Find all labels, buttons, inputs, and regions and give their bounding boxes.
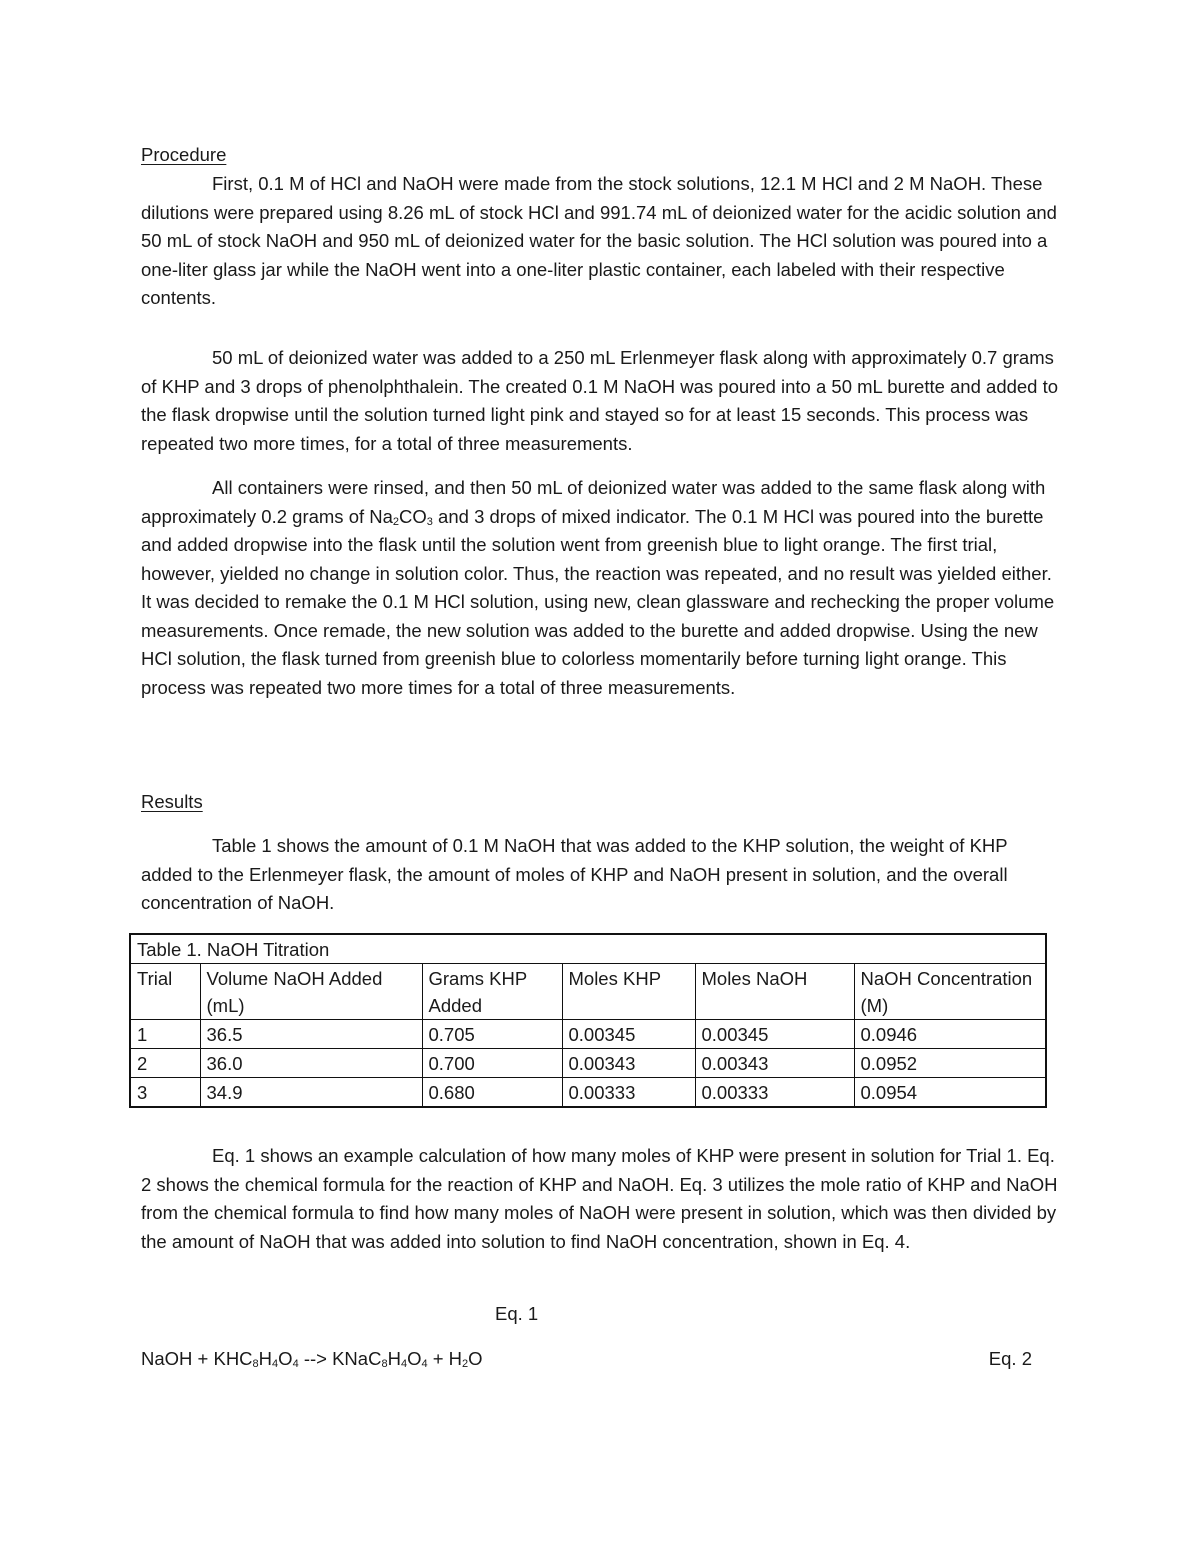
subscript: 4	[421, 1358, 428, 1370]
table-header-cell: Moles KHP	[562, 964, 695, 1020]
table-cell: 0.0952	[854, 1049, 1046, 1078]
table-cell: 0.00345	[562, 1020, 695, 1049]
table-cell: 3	[130, 1078, 200, 1108]
table-row	[130, 1049, 1046, 1078]
table-header-cell: Grams KHP Added	[422, 964, 562, 1020]
subscript: 4	[400, 1358, 408, 1370]
table-cell: 0.00333	[562, 1078, 695, 1108]
table-cell: 34.9	[200, 1078, 422, 1108]
eq1-label: Eq. 1	[495, 1303, 539, 1324]
subscript: 8	[252, 1358, 259, 1370]
formula-text: NaOH + KHC	[141, 1348, 253, 1369]
formula-text: O	[468, 1348, 483, 1369]
table-cell: 36.0	[200, 1049, 422, 1078]
results-heading: Results	[141, 791, 203, 812]
table-cell: 2	[130, 1049, 200, 1078]
subscript: 2	[392, 515, 400, 528]
eq2-label: Eq. 2	[988, 1348, 1032, 1369]
procedure-paragraph-3-end: and 3 drops of mixed indicator. The 0.1 M HCl was poured into the burette and added dropwise into the flask until the solution went from greenish blue to light orange. The first trial, however, yielded no change in solution color. Thus, the reaction was repeated, and no result was yielded either. It was decided to remake the 0.1 M HCl solution, using new, clean glassware and rechecking the proper volume measurements. Once remade, the new solution was added to the burette and added dropwise. Using the new HCl solution, the flask turned from greenish blue to colorless momentarily before turning light orange. This process was repeated two more times for a total of three measurements.	[141, 505, 1055, 698]
formula-text: --> KNaC	[298, 1348, 382, 1369]
procedure-paragraph-3-start: All containers were rinsed, and then 50 mL of deionized water was added to the same flask along with approximately 0.2 grams of Na	[141, 477, 1046, 527]
table-cell: 0.00343	[695, 1049, 854, 1078]
table-row	[130, 1078, 1046, 1108]
results-paragraph-2: Eq. 1 shows an example calculation of how many moles of KHP were present in solution for Trial 1. Eq. 2 shows the chemical formula for the reaction of KHP and NaOH. Eq. 3 utilizes the mole ratio of KHP and NaOH from the chemical formula to find how many moles of NaOH were present in solution, which was then divided by the amount of NaOH that was added into solution to find NaOH concentration, shown in Eq. 4.	[141, 1145, 1058, 1252]
formula-text: H	[258, 1348, 273, 1369]
formula-text: CO	[399, 505, 427, 527]
subscript: 3	[426, 515, 433, 528]
procedure-paragraph-1: First, 0.1 M of HCl and NaOH were made from the stock solutions, 12.1 M HCl and 2 M NaOH. These dilutions were prepared using 8.26 mL of stock HCl and 991.74 mL of deionized water for the acidic solution and 50 mL of stock NaOH and 950 mL of deionized water for the basic solution. The HCl solution was poured into a one-liter glass jar while the NaOH went into a one-liter plastic container, each labeled with their respective contents.	[141, 173, 1057, 308]
table-cell: 0.00343	[562, 1049, 695, 1078]
table-header-row	[130, 964, 1046, 1020]
table-cell: 0.00333	[695, 1078, 854, 1108]
table-caption-row	[130, 934, 1046, 964]
table-header-cell: NaOH Concentration (M)	[854, 964, 1046, 1020]
formula-text: O	[278, 1348, 293, 1369]
procedure-paragraph-2: 50 mL of deionized water was added to a 250 mL Erlenmeyer flask along with approximately 0.7 grams of KHP and 3 drops of phenolphthalein. The created 0.1 M NaOH was poured into a 50 mL burette and added to the flask dropwise until the solution turned light pink and stayed so for at least 15 seconds. This process was repeated two more times, for a total of three measurements.	[141, 347, 1059, 454]
table-cell: 0.0946	[854, 1020, 1046, 1049]
table-header-cell: Moles NaOH	[695, 964, 854, 1020]
table-cell: 0.00345	[695, 1020, 854, 1049]
formula-text: + H	[427, 1348, 463, 1369]
table-cell: 0.680	[422, 1078, 562, 1108]
table-header-cell: Trial	[130, 964, 200, 1020]
table-row	[130, 1020, 1046, 1049]
table-caption: Table 1. NaOH Titration	[130, 934, 1046, 964]
formula-text: H	[387, 1348, 401, 1369]
procedure-paragraph-3	[141, 474, 1061, 702]
table-cell: 36.5	[200, 1020, 422, 1049]
results-paragraph-1: Table 1 shows the amount of 0.1 M NaOH that was added to the KHP solution, the weight of KHP added to the Erlenmeyer flask, the amount of moles of KHP and NaOH present in solution, and the overall concentration of NaOH.	[141, 835, 1008, 913]
subscript: 4	[292, 1358, 299, 1370]
table-header-cell: Volume NaOH Added (mL)	[200, 964, 422, 1020]
table-cell: 1	[130, 1020, 200, 1049]
subscript: 4	[272, 1358, 279, 1370]
eq2-formula	[141, 1348, 483, 1369]
naoh-titration-table	[129, 933, 1047, 1108]
eq2-line	[141, 1348, 1032, 1370]
subscript: 8	[381, 1358, 388, 1370]
formula-text: O	[407, 1348, 422, 1369]
table-cell: 0.705	[422, 1020, 562, 1049]
subscript: 2	[462, 1358, 469, 1370]
table-cell: 0.0954	[854, 1078, 1046, 1108]
procedure-heading: Procedure	[141, 144, 227, 165]
table-cell: 0.700	[422, 1049, 562, 1078]
